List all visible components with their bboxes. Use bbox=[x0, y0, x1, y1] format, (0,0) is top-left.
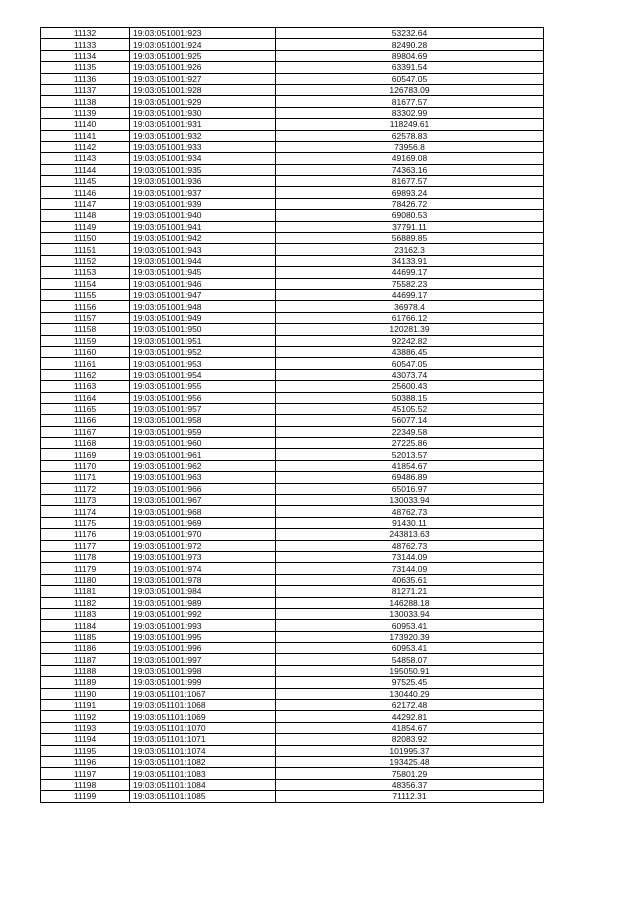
cadastral-number-cell: 19:03:051001:968 bbox=[130, 506, 276, 517]
cadastral-number-cell: 19:03:051001:959 bbox=[130, 426, 276, 437]
row-number-cell: 11150 bbox=[41, 233, 130, 244]
cadastral-number-cell: 19:03:051001:949 bbox=[130, 312, 276, 323]
table-row bbox=[41, 153, 544, 164]
row-number-cell: 11186 bbox=[41, 643, 130, 654]
cadastral-number-cell: 19:03:051001:962 bbox=[130, 460, 276, 471]
table-row bbox=[41, 597, 544, 608]
cadastral-number-cell: 19:03:051001:963 bbox=[130, 472, 276, 483]
amount-cell: 48356.37 bbox=[276, 779, 544, 790]
row-number-cell: 11178 bbox=[41, 551, 130, 562]
row-number-cell: 11135 bbox=[41, 62, 130, 73]
table-row bbox=[41, 426, 544, 437]
amount-cell: 78426.72 bbox=[276, 198, 544, 209]
cadastral-number-cell: 19:03:051001:951 bbox=[130, 335, 276, 346]
table-row bbox=[41, 50, 544, 61]
amount-cell: 130033.94 bbox=[276, 495, 544, 506]
table-row bbox=[41, 96, 544, 107]
amount-cell: 56077.14 bbox=[276, 415, 544, 426]
cadastral-number-cell: 19:03:051101:1082 bbox=[130, 757, 276, 768]
row-number-cell: 11169 bbox=[41, 449, 130, 460]
row-number-cell: 11173 bbox=[41, 495, 130, 506]
amount-cell: 193425.48 bbox=[276, 757, 544, 768]
amount-cell: 44699.17 bbox=[276, 289, 544, 300]
amount-cell: 48762.73 bbox=[276, 506, 544, 517]
cadastral-number-cell: 19:03:051001:992 bbox=[130, 608, 276, 619]
amount-cell: 36978.4 bbox=[276, 301, 544, 312]
cadastral-number-cell: 19:03:051001:948 bbox=[130, 301, 276, 312]
table-row bbox=[41, 757, 544, 768]
row-number-cell: 11170 bbox=[41, 460, 130, 471]
table-row bbox=[41, 39, 544, 50]
row-number-cell: 11141 bbox=[41, 130, 130, 141]
row-number-cell: 11181 bbox=[41, 586, 130, 597]
cadastral-number-cell: 19:03:051001:999 bbox=[130, 677, 276, 688]
row-number-cell: 11162 bbox=[41, 369, 130, 380]
row-number-cell: 11196 bbox=[41, 757, 130, 768]
table-row bbox=[41, 130, 544, 141]
amount-cell: 54858.07 bbox=[276, 654, 544, 665]
row-number-cell: 11174 bbox=[41, 506, 130, 517]
row-number-cell: 11184 bbox=[41, 620, 130, 631]
row-number-cell: 11145 bbox=[41, 176, 130, 187]
cadastral-number-cell: 19:03:051001:945 bbox=[130, 267, 276, 278]
cadastral-number-cell: 19:03:051101:1085 bbox=[130, 791, 276, 802]
amount-cell: 60953.41 bbox=[276, 620, 544, 631]
amount-cell: 60953.41 bbox=[276, 643, 544, 654]
amount-cell: 81677.57 bbox=[276, 176, 544, 187]
amount-cell: 60547.05 bbox=[276, 73, 544, 84]
row-number-cell: 11163 bbox=[41, 381, 130, 392]
table-row bbox=[41, 141, 544, 152]
amount-cell: 243813.63 bbox=[276, 529, 544, 540]
cadastral-number-cell: 19:03:051001:967 bbox=[130, 495, 276, 506]
table-row bbox=[41, 620, 544, 631]
cadastral-number-cell: 19:03:051101:1083 bbox=[130, 768, 276, 779]
row-number-cell: 11149 bbox=[41, 221, 130, 232]
cadastral-number-cell: 19:03:051001:954 bbox=[130, 369, 276, 380]
table-row bbox=[41, 28, 544, 39]
table-row bbox=[41, 495, 544, 506]
cadastral-number-cell: 19:03:051001:970 bbox=[130, 529, 276, 540]
row-number-cell: 11157 bbox=[41, 312, 130, 323]
table-row bbox=[41, 791, 544, 802]
row-number-cell: 11161 bbox=[41, 358, 130, 369]
amount-cell: 37791.11 bbox=[276, 221, 544, 232]
table-row bbox=[41, 700, 544, 711]
amount-cell: 146288.18 bbox=[276, 597, 544, 608]
amount-cell: 120281.39 bbox=[276, 324, 544, 335]
row-number-cell: 11133 bbox=[41, 39, 130, 50]
amount-cell: 52013.57 bbox=[276, 449, 544, 460]
table-row bbox=[41, 324, 544, 335]
amount-cell: 63391.54 bbox=[276, 62, 544, 73]
cadastral-number-cell: 19:03:051001:978 bbox=[130, 574, 276, 585]
cadastral-number-cell: 19:03:051001:950 bbox=[130, 324, 276, 335]
row-number-cell: 11154 bbox=[41, 278, 130, 289]
table-row bbox=[41, 631, 544, 642]
table-row bbox=[41, 278, 544, 289]
table-row bbox=[41, 221, 544, 232]
table-row bbox=[41, 677, 544, 688]
amount-cell: 65016.97 bbox=[276, 483, 544, 494]
cadastral-number-cell: 19:03:051001:925 bbox=[130, 50, 276, 61]
table-row bbox=[41, 312, 544, 323]
amount-cell: 101995.37 bbox=[276, 745, 544, 756]
cadastral-number-cell: 19:03:051001:958 bbox=[130, 415, 276, 426]
amount-cell: 73144.09 bbox=[276, 563, 544, 574]
table-row bbox=[41, 210, 544, 221]
row-number-cell: 11156 bbox=[41, 301, 130, 312]
row-number-cell: 11179 bbox=[41, 563, 130, 574]
table-row bbox=[41, 529, 544, 540]
amount-cell: 62578.83 bbox=[276, 130, 544, 141]
table-row bbox=[41, 745, 544, 756]
amount-cell: 69893.24 bbox=[276, 187, 544, 198]
cadastral-number-cell: 19:03:051001:932 bbox=[130, 130, 276, 141]
amount-cell: 69080.53 bbox=[276, 210, 544, 221]
cadastral-number-cell: 19:03:051001:944 bbox=[130, 255, 276, 266]
amount-cell: 62172.48 bbox=[276, 700, 544, 711]
cadastral-number-cell: 19:03:051001:931 bbox=[130, 119, 276, 130]
table-row bbox=[41, 711, 544, 722]
row-number-cell: 11138 bbox=[41, 96, 130, 107]
row-number-cell: 11189 bbox=[41, 677, 130, 688]
table-row bbox=[41, 187, 544, 198]
row-number-cell: 11134 bbox=[41, 50, 130, 61]
table-row bbox=[41, 654, 544, 665]
row-number-cell: 11176 bbox=[41, 529, 130, 540]
data-table bbox=[40, 27, 544, 803]
cadastral-number-cell: 19:03:051001:929 bbox=[130, 96, 276, 107]
table-row bbox=[41, 563, 544, 574]
amount-cell: 34133.91 bbox=[276, 255, 544, 266]
amount-cell: 73956.8 bbox=[276, 141, 544, 152]
amount-cell: 50388.15 bbox=[276, 392, 544, 403]
amount-cell: 81271.21 bbox=[276, 586, 544, 597]
amount-cell: 40635.61 bbox=[276, 574, 544, 585]
cadastral-number-cell: 19:03:051101:1069 bbox=[130, 711, 276, 722]
table-row bbox=[41, 517, 544, 528]
table-row bbox=[41, 335, 544, 346]
cadastral-number-cell: 19:03:051001:940 bbox=[130, 210, 276, 221]
cadastral-number-cell: 19:03:051001:961 bbox=[130, 449, 276, 460]
cadastral-number-cell: 19:03:051101:1067 bbox=[130, 688, 276, 699]
table-row bbox=[41, 551, 544, 562]
row-number-cell: 11188 bbox=[41, 665, 130, 676]
amount-cell: 22349.58 bbox=[276, 426, 544, 437]
table-row bbox=[41, 164, 544, 175]
table-row bbox=[41, 73, 544, 84]
table-row bbox=[41, 574, 544, 585]
cadastral-number-cell: 19:03:051001:956 bbox=[130, 392, 276, 403]
row-number-cell: 11195 bbox=[41, 745, 130, 756]
amount-cell: 83302.99 bbox=[276, 107, 544, 118]
cadastral-number-cell: 19:03:051001:935 bbox=[130, 164, 276, 175]
table-row bbox=[41, 392, 544, 403]
amount-cell: 56889.85 bbox=[276, 233, 544, 244]
amount-cell: 89804.69 bbox=[276, 50, 544, 61]
row-number-cell: 11172 bbox=[41, 483, 130, 494]
cadastral-number-cell: 19:03:051001:993 bbox=[130, 620, 276, 631]
row-number-cell: 11146 bbox=[41, 187, 130, 198]
amount-cell: 53232.64 bbox=[276, 28, 544, 39]
table-row bbox=[41, 255, 544, 266]
cadastral-number-cell: 19:03:051001:957 bbox=[130, 403, 276, 414]
table-row bbox=[41, 84, 544, 95]
table-row bbox=[41, 449, 544, 460]
cadastral-number-cell: 19:03:051001:972 bbox=[130, 540, 276, 551]
amount-cell: 97525.45 bbox=[276, 677, 544, 688]
cadastral-number-cell: 19:03:051001:974 bbox=[130, 563, 276, 574]
amount-cell: 73144.09 bbox=[276, 551, 544, 562]
cadastral-number-cell: 19:03:051001:997 bbox=[130, 654, 276, 665]
row-number-cell: 11183 bbox=[41, 608, 130, 619]
cadastral-number-cell: 19:03:051001:984 bbox=[130, 586, 276, 597]
amount-cell: 60547.05 bbox=[276, 358, 544, 369]
amount-cell: 92242.82 bbox=[276, 335, 544, 346]
cadastral-number-cell: 19:03:051001:960 bbox=[130, 438, 276, 449]
row-number-cell: 11190 bbox=[41, 688, 130, 699]
amount-cell: 75801.29 bbox=[276, 768, 544, 779]
table-row bbox=[41, 506, 544, 517]
table-row bbox=[41, 665, 544, 676]
table-row bbox=[41, 107, 544, 118]
cadastral-number-cell: 19:03:051101:1071 bbox=[130, 734, 276, 745]
cadastral-number-cell: 19:03:051001:928 bbox=[130, 84, 276, 95]
cadastral-number-cell: 19:03:051001:989 bbox=[130, 597, 276, 608]
row-number-cell: 11191 bbox=[41, 700, 130, 711]
amount-cell: 49169.08 bbox=[276, 153, 544, 164]
amount-cell: 75582.23 bbox=[276, 278, 544, 289]
row-number-cell: 11139 bbox=[41, 107, 130, 118]
table-row bbox=[41, 381, 544, 392]
row-number-cell: 11175 bbox=[41, 517, 130, 528]
amount-cell: 71112.31 bbox=[276, 791, 544, 802]
row-number-cell: 11142 bbox=[41, 141, 130, 152]
row-number-cell: 11140 bbox=[41, 119, 130, 130]
table-row bbox=[41, 346, 544, 357]
cadastral-number-cell: 19:03:051001:996 bbox=[130, 643, 276, 654]
cadastral-number-cell: 19:03:051101:1070 bbox=[130, 722, 276, 733]
cadastral-number-cell: 19:03:051001:939 bbox=[130, 198, 276, 209]
table-row bbox=[41, 198, 544, 209]
table-row bbox=[41, 438, 544, 449]
row-number-cell: 11147 bbox=[41, 198, 130, 209]
row-number-cell: 11164 bbox=[41, 392, 130, 403]
row-number-cell: 11192 bbox=[41, 711, 130, 722]
table-row bbox=[41, 415, 544, 426]
cadastral-number-cell: 19:03:051001:933 bbox=[130, 141, 276, 152]
cadastral-number-cell: 19:03:051001:923 bbox=[130, 28, 276, 39]
row-number-cell: 11153 bbox=[41, 267, 130, 278]
table-row bbox=[41, 608, 544, 619]
table-row bbox=[41, 734, 544, 745]
table-row bbox=[41, 119, 544, 130]
amount-cell: 173920.39 bbox=[276, 631, 544, 642]
table-row bbox=[41, 403, 544, 414]
table-row bbox=[41, 779, 544, 790]
amount-cell: 130440.29 bbox=[276, 688, 544, 699]
row-number-cell: 11137 bbox=[41, 84, 130, 95]
row-number-cell: 11199 bbox=[41, 791, 130, 802]
row-number-cell: 11168 bbox=[41, 438, 130, 449]
row-number-cell: 11152 bbox=[41, 255, 130, 266]
table-row bbox=[41, 722, 544, 733]
table-row bbox=[41, 472, 544, 483]
amount-cell: 48762.73 bbox=[276, 540, 544, 551]
table-row bbox=[41, 176, 544, 187]
cadastral-number-cell: 19:03:051101:1068 bbox=[130, 700, 276, 711]
cadastral-number-cell: 19:03:051001:942 bbox=[130, 233, 276, 244]
table-row bbox=[41, 233, 544, 244]
cadastral-number-cell: 19:03:051001:969 bbox=[130, 517, 276, 528]
amount-cell: 82083.92 bbox=[276, 734, 544, 745]
table-row bbox=[41, 768, 544, 779]
row-number-cell: 11144 bbox=[41, 164, 130, 175]
table-row bbox=[41, 643, 544, 654]
table-row bbox=[41, 483, 544, 494]
row-number-cell: 11136 bbox=[41, 73, 130, 84]
amount-cell: 118249.61 bbox=[276, 119, 544, 130]
table-row bbox=[41, 358, 544, 369]
table-body bbox=[41, 28, 544, 803]
amount-cell: 74363.16 bbox=[276, 164, 544, 175]
cadastral-number-cell: 19:03:051001:953 bbox=[130, 358, 276, 369]
amount-cell: 82490.28 bbox=[276, 39, 544, 50]
amount-cell: 44699.17 bbox=[276, 267, 544, 278]
amount-cell: 81677.57 bbox=[276, 96, 544, 107]
cadastral-number-cell: 19:03:051001:934 bbox=[130, 153, 276, 164]
cadastral-number-cell: 19:03:051001:952 bbox=[130, 346, 276, 357]
row-number-cell: 11182 bbox=[41, 597, 130, 608]
table-row bbox=[41, 369, 544, 380]
row-number-cell: 11198 bbox=[41, 779, 130, 790]
row-number-cell: 11166 bbox=[41, 415, 130, 426]
row-number-cell: 11143 bbox=[41, 153, 130, 164]
amount-cell: 41854.67 bbox=[276, 460, 544, 471]
cadastral-number-cell: 19:03:051001:941 bbox=[130, 221, 276, 232]
row-number-cell: 11194 bbox=[41, 734, 130, 745]
table-row bbox=[41, 244, 544, 255]
cadastral-number-cell: 19:03:051101:1084 bbox=[130, 779, 276, 790]
table-row bbox=[41, 460, 544, 471]
amount-cell: 44292.81 bbox=[276, 711, 544, 722]
amount-cell: 25600.43 bbox=[276, 381, 544, 392]
cadastral-number-cell: 19:03:051001:926 bbox=[130, 62, 276, 73]
row-number-cell: 11187 bbox=[41, 654, 130, 665]
amount-cell: 195050.91 bbox=[276, 665, 544, 676]
row-number-cell: 11193 bbox=[41, 722, 130, 733]
cadastral-number-cell: 19:03:051001:936 bbox=[130, 176, 276, 187]
table-row bbox=[41, 301, 544, 312]
amount-cell: 45105.52 bbox=[276, 403, 544, 414]
row-number-cell: 11160 bbox=[41, 346, 130, 357]
amount-cell: 130033.94 bbox=[276, 608, 544, 619]
cadastral-number-cell: 19:03:051001:998 bbox=[130, 665, 276, 676]
cadastral-number-cell: 19:03:051001:927 bbox=[130, 73, 276, 84]
cadastral-number-cell: 19:03:051001:946 bbox=[130, 278, 276, 289]
cadastral-number-cell: 19:03:051001:973 bbox=[130, 551, 276, 562]
cadastral-number-cell: 19:03:051001:995 bbox=[130, 631, 276, 642]
row-number-cell: 11132 bbox=[41, 28, 130, 39]
row-number-cell: 11197 bbox=[41, 768, 130, 779]
amount-cell: 27225.86 bbox=[276, 438, 544, 449]
cadastral-number-cell: 19:03:051101:1074 bbox=[130, 745, 276, 756]
row-number-cell: 11185 bbox=[41, 631, 130, 642]
row-number-cell: 11159 bbox=[41, 335, 130, 346]
amount-cell: 61766.12 bbox=[276, 312, 544, 323]
cadastral-number-cell: 19:03:051001:947 bbox=[130, 289, 276, 300]
row-number-cell: 11155 bbox=[41, 289, 130, 300]
row-number-cell: 11167 bbox=[41, 426, 130, 437]
cadastral-number-cell: 19:03:051001:966 bbox=[130, 483, 276, 494]
table-row bbox=[41, 586, 544, 597]
amount-cell: 69486.89 bbox=[276, 472, 544, 483]
amount-cell: 43886.45 bbox=[276, 346, 544, 357]
amount-cell: 91430.11 bbox=[276, 517, 544, 528]
table-row bbox=[41, 540, 544, 551]
amount-cell: 23162.3 bbox=[276, 244, 544, 255]
cadastral-number-cell: 19:03:051001:943 bbox=[130, 244, 276, 255]
row-number-cell: 11165 bbox=[41, 403, 130, 414]
row-number-cell: 11151 bbox=[41, 244, 130, 255]
table-row bbox=[41, 267, 544, 278]
table-row bbox=[41, 62, 544, 73]
table-row bbox=[41, 688, 544, 699]
cadastral-number-cell: 19:03:051001:955 bbox=[130, 381, 276, 392]
amount-cell: 41854.67 bbox=[276, 722, 544, 733]
cadastral-number-cell: 19:03:051001:930 bbox=[130, 107, 276, 118]
cadastral-number-cell: 19:03:051001:937 bbox=[130, 187, 276, 198]
row-number-cell: 11180 bbox=[41, 574, 130, 585]
row-number-cell: 11171 bbox=[41, 472, 130, 483]
amount-cell: 43073.74 bbox=[276, 369, 544, 380]
amount-cell: 126783.09 bbox=[276, 84, 544, 95]
row-number-cell: 11158 bbox=[41, 324, 130, 335]
row-number-cell: 11177 bbox=[41, 540, 130, 551]
table-row bbox=[41, 289, 544, 300]
cadastral-number-cell: 19:03:051001:924 bbox=[130, 39, 276, 50]
row-number-cell: 11148 bbox=[41, 210, 130, 221]
